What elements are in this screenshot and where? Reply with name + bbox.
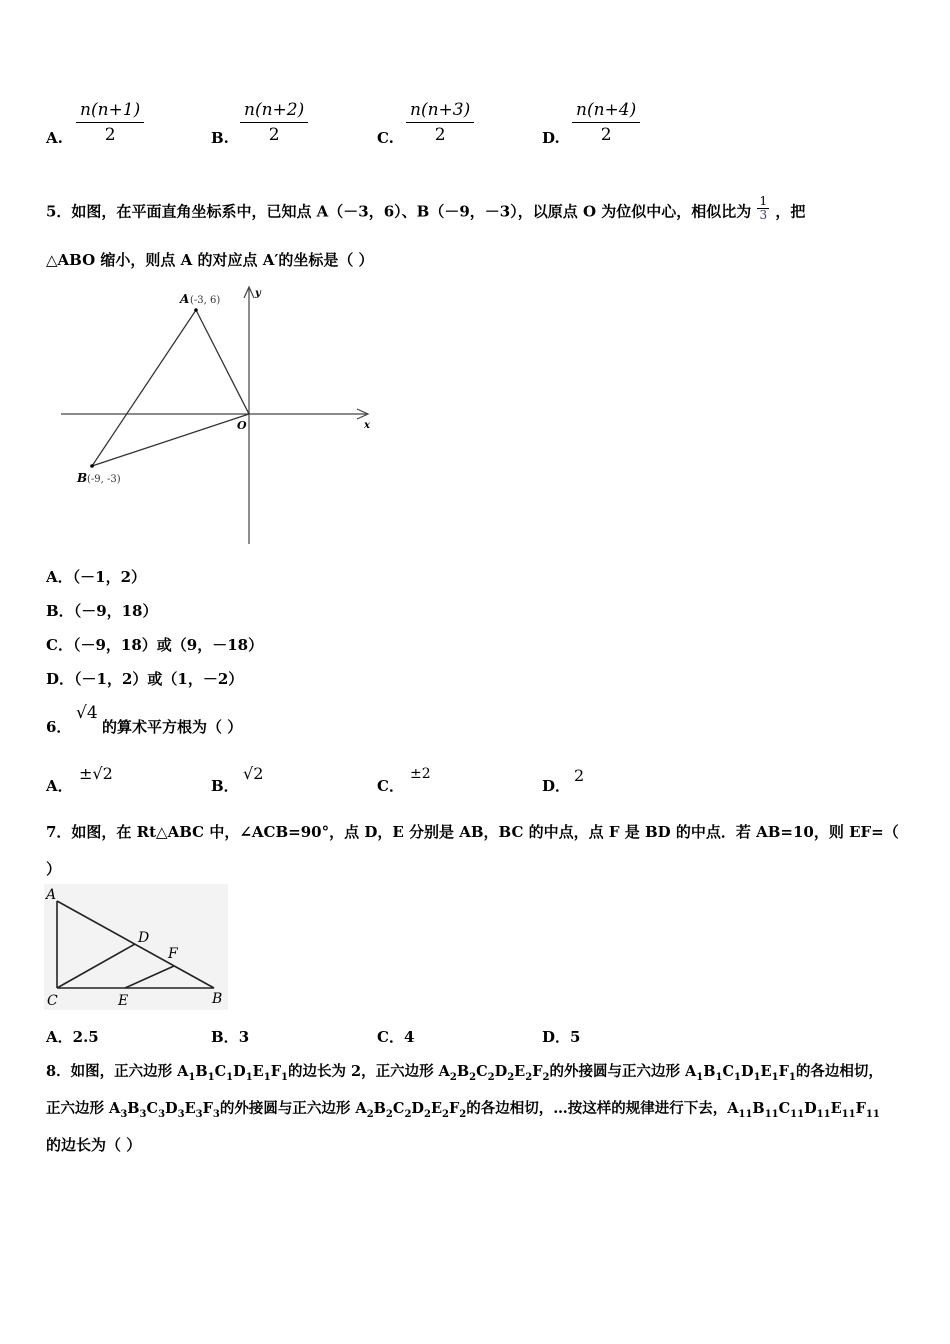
option-text: （－1，2） xyxy=(72,568,147,586)
text: F xyxy=(855,1100,866,1117)
q7-triangle-figure xyxy=(44,884,228,1010)
text: F xyxy=(778,1063,789,1080)
q7-option-a[interactable] xyxy=(46,1026,99,1047)
q5-stem-line1 xyxy=(46,194,806,226)
subscript: 3 xyxy=(158,1108,166,1120)
q7-option-d[interactable] xyxy=(542,1026,580,1047)
option-letter: A． xyxy=(46,1028,73,1046)
subscript: 1 xyxy=(788,1071,796,1083)
subscript: 2 xyxy=(366,1108,374,1120)
q4-option-a-fraction[interactable] xyxy=(76,100,144,145)
option-letter: D． xyxy=(542,1028,571,1046)
text: 的外接圆与正六边形 A xyxy=(219,1100,367,1117)
q7-option-c[interactable] xyxy=(377,1026,414,1047)
option-letter: C． xyxy=(46,636,73,654)
q6-stem-text: 的算术平方根为（ ） xyxy=(102,718,243,736)
text: D xyxy=(494,1063,508,1080)
subscript: 1 xyxy=(734,1071,741,1083)
text: B xyxy=(752,1100,765,1117)
option-letter: B． xyxy=(46,602,74,620)
option-text: （－9，18） xyxy=(73,602,158,620)
option-value: 4 xyxy=(403,1028,415,1046)
text: E xyxy=(760,1063,772,1080)
fraction-denominator: 2 xyxy=(434,125,446,145)
option-letter: A． xyxy=(46,568,73,586)
text: C xyxy=(214,1063,227,1080)
label-b: B xyxy=(77,471,88,485)
text: F xyxy=(202,1100,213,1117)
q8-stem-line3: 的边长为（ ） xyxy=(46,1136,142,1154)
label-b: B xyxy=(212,991,223,1007)
subscript: 11 xyxy=(865,1108,880,1120)
label-b-coord: (-9, -3) xyxy=(87,474,121,485)
subscript: 2 xyxy=(507,1071,515,1083)
subscript: 3 xyxy=(212,1108,220,1120)
subscript: 2 xyxy=(487,1071,495,1083)
label-a: A xyxy=(180,292,190,306)
fraction-denominator: 2 xyxy=(600,125,612,145)
q4-option-d-letter[interactable]: D. xyxy=(542,129,560,147)
triangle-abo xyxy=(92,310,249,466)
q5-stem-text: 5．如图，在平面直角坐标系中，已知点 A（－3，6）、B（－9，－3），以原点 O 为位似中心，相似比为 xyxy=(46,202,752,221)
option-text: （－1，2）或（1，－2） xyxy=(74,670,244,688)
subscript: 3 xyxy=(177,1108,185,1120)
text: F xyxy=(532,1063,543,1080)
q5-ratio-fraction xyxy=(757,195,769,222)
text: 8．如图，正六边形 A xyxy=(46,1063,189,1080)
text: C xyxy=(778,1100,791,1117)
option-letter: C． xyxy=(377,1028,404,1046)
label-f: F xyxy=(168,946,178,962)
fraction-numerator: n(n+4) xyxy=(572,100,640,123)
option-letter: D． xyxy=(46,670,75,688)
q6-option-b-value[interactable]: √2 xyxy=(243,764,264,783)
option-value: 3 xyxy=(238,1028,250,1046)
q5-option-d[interactable] xyxy=(46,668,243,689)
subscript: 2 xyxy=(449,1071,457,1083)
q8-stem-line2 xyxy=(46,1097,880,1120)
q6-option-a-value[interactable]: ±√2 xyxy=(79,764,113,783)
q6-radical: √4 xyxy=(76,703,98,723)
text: B xyxy=(703,1063,716,1080)
subscript: 1 xyxy=(226,1071,234,1083)
subscript: 11 xyxy=(841,1108,856,1120)
subscript: 1 xyxy=(771,1071,779,1083)
fraction-numerator: n(n+1) xyxy=(76,100,144,123)
q6-number: 6． xyxy=(46,718,72,736)
ratio-numerator: 1 xyxy=(759,194,768,208)
q7-option-b[interactable] xyxy=(211,1026,249,1047)
q6-option-c-letter[interactable]: C． xyxy=(377,777,404,795)
text: B xyxy=(456,1063,470,1080)
subscript: 1 xyxy=(696,1071,704,1083)
subscript: 1 xyxy=(207,1071,215,1083)
subscript: 1 xyxy=(245,1071,253,1083)
q5-option-b[interactable] xyxy=(46,600,158,621)
q7-stem-line1: 7．如图，在 Rt△ABC 中，∠ACB=90°，点 D，E 分别是 AB，BC 的中点，点 F 是 BD 的中点．若 AB=10，则 EF=（ xyxy=(46,823,899,841)
text: 的各边相切，…按这样的规律进行下去，A xyxy=(466,1100,739,1117)
option-value: 5 xyxy=(570,1028,581,1046)
q6-option-d-letter[interactable]: D． xyxy=(542,777,571,795)
text: D xyxy=(165,1100,178,1117)
text: E xyxy=(430,1100,443,1117)
subscript: 3 xyxy=(120,1108,128,1120)
q4-option-b-fraction[interactable] xyxy=(240,100,308,145)
text: C xyxy=(392,1100,405,1117)
q4-option-a-letter[interactable]: A. xyxy=(46,129,63,147)
q4-option-b-letter[interactable]: B. xyxy=(211,129,229,147)
text: B xyxy=(127,1100,140,1117)
fraction-denominator: 2 xyxy=(104,125,116,145)
text: E xyxy=(252,1063,264,1080)
label-c: C xyxy=(47,993,58,1009)
text: C xyxy=(476,1063,488,1080)
subscript: 3 xyxy=(195,1108,203,1120)
q5-stem-line2: △ABO 缩小，则点 A 的对应点 A′的坐标是（ ） xyxy=(46,251,374,269)
label-a: A xyxy=(46,887,57,903)
subscript: 1 xyxy=(715,1071,723,1083)
q4-option-c-fraction[interactable] xyxy=(406,100,474,145)
option-text: （－9，18）或（9，－18） xyxy=(72,636,264,654)
subscript: 2 xyxy=(423,1108,431,1120)
subscript: 2 xyxy=(525,1071,533,1083)
subscript: 11 xyxy=(738,1108,753,1120)
q7-stem-line2: ） xyxy=(46,860,62,878)
fraction-numerator: n(n+2) xyxy=(240,100,308,123)
q5-stem-end: ，把 xyxy=(775,202,806,221)
label-a-coord: (-3, 6) xyxy=(190,295,221,306)
subscript: 11 xyxy=(816,1108,831,1120)
q5-option-a[interactable] xyxy=(46,566,146,587)
option-letter: B． xyxy=(211,1028,239,1046)
option-value: 2.5 xyxy=(72,1028,99,1046)
subscript: 2 xyxy=(469,1071,477,1083)
text: F xyxy=(448,1100,460,1117)
fraction-numerator: n(n+3) xyxy=(406,100,474,123)
text: B xyxy=(195,1063,208,1080)
label-o: O xyxy=(237,419,247,432)
point-a xyxy=(194,308,198,312)
subscript: 11 xyxy=(764,1108,779,1120)
figure-background xyxy=(44,884,228,1010)
ratio-denominator: 3 xyxy=(759,208,768,222)
subscript: 1 xyxy=(263,1071,271,1083)
text: E xyxy=(514,1063,526,1080)
q8-stem-line1 xyxy=(46,1060,883,1083)
text: E xyxy=(830,1100,842,1117)
label-x: x xyxy=(364,420,370,431)
subscript: 1 xyxy=(753,1071,761,1083)
label-e: E xyxy=(118,993,129,1009)
text: D xyxy=(804,1100,817,1117)
q6-option-b-letter[interactable]: B． xyxy=(211,777,239,795)
text: E xyxy=(184,1100,196,1117)
text: 的各边相切， xyxy=(795,1063,883,1080)
subscript: 1 xyxy=(280,1071,288,1083)
subscript: 2 xyxy=(459,1108,467,1120)
subscript: 2 xyxy=(404,1108,412,1120)
text: C xyxy=(722,1063,735,1080)
fraction-denominator: 2 xyxy=(268,125,280,145)
text: D xyxy=(233,1063,246,1080)
subscript: 2 xyxy=(385,1108,393,1120)
text: D xyxy=(411,1100,424,1117)
q5-option-c[interactable] xyxy=(46,634,263,655)
q5-coordinate-figure xyxy=(55,282,385,550)
label-y: y xyxy=(255,288,261,299)
label-d: D xyxy=(138,930,150,946)
subscript: 2 xyxy=(542,1071,550,1083)
subscript: 3 xyxy=(139,1108,147,1120)
text: D xyxy=(740,1063,754,1080)
point-b xyxy=(90,464,94,468)
text: C xyxy=(146,1100,159,1117)
subscript: 1 xyxy=(188,1071,196,1083)
text: 的外接圆与正六边形 A xyxy=(549,1063,697,1080)
subscript: 2 xyxy=(442,1108,449,1120)
text: B xyxy=(373,1100,386,1117)
q6-option-c-value[interactable]: ±2 xyxy=(410,766,431,782)
text: F xyxy=(270,1063,281,1080)
q6-option-d-value[interactable]: 2 xyxy=(574,766,585,785)
subscript: 11 xyxy=(790,1108,805,1120)
q4-option-c-letter[interactable]: C. xyxy=(377,129,394,147)
q4-option-d-fraction[interactable] xyxy=(572,100,640,145)
q6-option-a-letter[interactable]: A． xyxy=(46,777,73,795)
text: 正六边形 A xyxy=(46,1100,121,1117)
text: 的边长为 2，正六边形 A xyxy=(287,1063,450,1080)
